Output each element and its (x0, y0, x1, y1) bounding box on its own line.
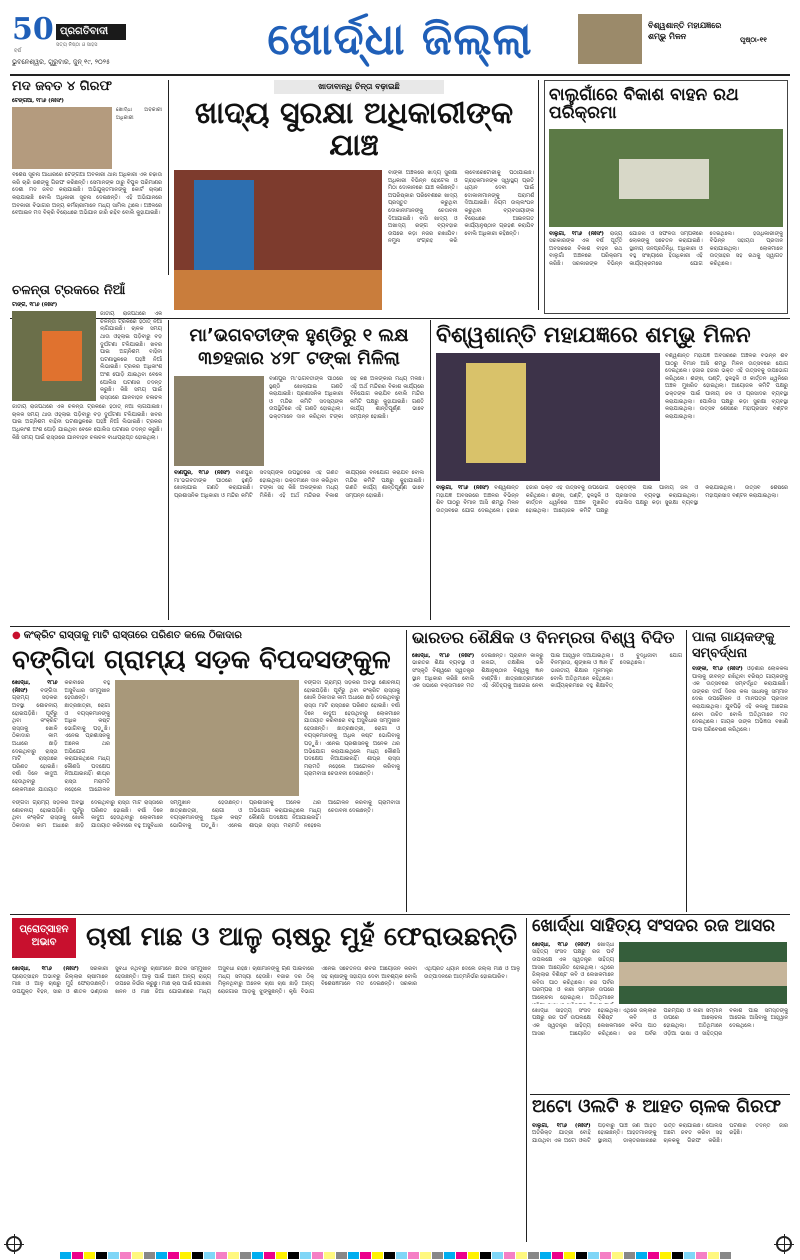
story-headline: ଖୋର୍ଦ୍ଧା ସାହିତ୍ୟ ସଂସଦର ରଜ ଆସର (532, 916, 776, 936)
story-headline: ପାଲା ଗାୟକଙ୍କୁ ସମ୍ବର୍ଦ୍ଧନା (692, 630, 775, 661)
story-body: ଜାତୀୟ ରାଜପଥରେ ଏକ ଚଳନ୍ତା ଟ୍ରକରେ ହଠାତ୍ ନିଆଁ ଲାଗିଯାଇଛି। ଚାଳକ ସମୟ ଥାଉ ଓହ୍ଲାଇ ପଡ଼ିବାରୁ ବଡ଼ ଦୁର୍ଘଟଣା ଟଳିଯାଇଛି। ଖବର ପାଇ ଅଗ୍ନିଶମ ବାହିନୀ ଘଟଣାସ୍ଥଳରେ ପହଞ୍ଚି ନିଆଁ ଲିଭାଇଛି। ଟ୍ରକର ଅଧିକାଂଶ ଅଂଶ ପୋଡ଼ି ଯାଇଥିବା ବେଳେ ପୋଲିସ ଘଟଣାର ତଦନ୍ତ କରୁଛି। କିଛି ସମୟ ପାଇଁ ରାସ୍ତାରେ ଯାନବାହନ ଚଳାଚଳ ବାଧାପ୍ରାପ୍ତ ହୋଇଥିଲା। (12, 404, 162, 441)
story-body: ଖୋର୍ଦ୍ଧା ସାହିତ୍ୟ ସଂସଦ ପକ୍ଷରୁ ରଜ ପର୍ବ ଉପଲକ୍ଷେ ଏକ ସ୍ୱତନ୍ତ୍ର ସାହିତ୍ୟ ଆସର ଆୟୋଜିତ ହୋଇଥିଲା। ଏଥିରେ ଜିଲ୍ଲାର ବିଶିଷ୍ଟ କବି ଓ ଲେଖକମାନେ କବିତା ପାଠ କରିଥିଲେ। ରଜ ପର୍ବର ପରମ୍ପରା ଓ ନାରୀ ସମ୍ମାନ ଉପରେ ଆଲୋଚନା ହୋଇଥିଲା। ଅତିଥିମାନେ ଓଡ଼ିଆ ଭାଷା ଓ ସାହିତ୍ୟର ବିକାଶ ପାଇଁ ସମସ୍ତଙ୍କୁ ଆଗେଇ ଆସିବାକୁ ଆହ୍ୱାନ ଦେଇଥିଲେ। (532, 1007, 788, 1037)
story-body-side: ବିଶ୍ୱଶାନ୍ତି ମହାଯଜ୍ଞ ଅବସରରେ ଅଞ୍ଚଳର ବିଭିନ୍ନ ଶିବ ପୀଠରୁ ବିମାନ ଆସି ଶମ୍ଭୁ ମିଳନ ଉତ୍ସବରେ ଯୋଗ ଦେଇଥିଲେ। ହଜାର ହଜାର ଭକ୍ତ ଏହି ଉତ୍ସବକୁ ଉପଭୋଗ କରିଥିଲେ। ଶଙ୍ଖ, ଘଣ୍ଟି, ହୁଳହୁଳି ଓ କୀର୍ତ୍ତନ ଧ୍ୱନିରେ ଅଞ୍ଚଳ ମୁଖରିତ ହୋଇଥିଲା। ଆୟୋଜକ କମିଟି ପକ୍ଷରୁ ଭକ୍ତଙ୍କ ପାଇଁ ପାନୀୟ ଜଳ ଓ ପ୍ରସାଦର ବ୍ୟବସ୍ଥା କରାଯାଇଥିଲା। ପୋଲିସ ପକ୍ଷରୁ କଡ଼ା ସୁରକ୍ଷା ବ୍ୟବସ୍ଥା କରାଯାଇଥିଲା। ଉତ୍ସବ ଶେଷରେ ମହାପ୍ରସାଦ ବଣ୍ଟନ କରାଯାଇଥିଲା। (665, 353, 788, 420)
story-headline: ଚାଷୀ ମାଛ ଓ ଆଳୁ ଚାଷରୁ ମୁହଁ ଫେରାଉଛନ୍ତି (86, 922, 518, 953)
story-dateline: ଖୋର୍ଦ୍ଧା, ୧୮ା୬ (ନିଃସଂ) (12, 680, 58, 694)
story-body-side: ବଙ୍ଗିଦା ଗ୍ରାମ୍ୟ ସଡ଼କର ଅବସ୍ଥା ଶୋଚନୀୟ ହୋଇପଡ଼ିଛି। ପୂର୍ବରୁ ଥିବା କଂକ୍ରିଟ ରାସ୍ତାକୁ ଖୋଳି ଠିକାଦାର କାମ ଅଧାରେ ଛାଡ଼ି ଦେଇଥିବାରୁ ରାସ୍ତା ମାଟି ରାସ୍ତାରେ ପରିଣତ ହୋଇଛି। ବର୍ଷା ଦିନେ କାଦୁଅ ହେଉଥିବାରୁ ଲୋକମାନେ ଯାତାୟାତ କରିବାରେ ବହୁ ଅସୁବିଧାର ସମ୍ମୁଖୀନ ହେଉଛନ୍ତି। ଛାତ୍ରଛାତ୍ରୀ, ରୋଗୀ ଓ ବୟସ୍କମାନଙ୍କୁ ଅଧିକ କଷ୍ଟ ଭୋଗିବାକୁ ପଡ଼ୁଛି। ଏନେଇ ପ୍ରଶାସନକୁ ଅନେକ ଥର ଅଭିଯୋଗ କରାଯାଇଥିଲେ ମଧ୍ୟ କୌଣସି ପଦକ୍ଷେପ ନିଆଯାଇନାହିଁ। ଶୀଘ୍ର ରାସ୍ତା ମରାମତି ନହେଲେ ଆନ୍ଦୋଳନ କରିବାକୁ ଗ୍ରାମବାସୀ ଚେତାବନୀ ଦେଇଛନ୍ତି। (304, 680, 400, 778)
story-body: ବଙ୍ଗିଦା ଗ୍ରାମ୍ୟ ସଡ଼କର ଅବସ୍ଥା ଶୋଚନୀୟ ହୋଇପଡ଼ିଛି। ପୂର୍ବରୁ ଥିବା କଂକ୍ରିଟ ରାସ୍ତାକୁ ଖୋଳି ଠିକାଦାର କାମ ଅଧାରେ ଛାଡ଼ି ଦେଇଥିବାରୁ ରାସ୍ତା ମାଟି ରାସ୍ତାରେ ପରିଣତ ହୋଇଛି। ବର୍ଷା ଦିନେ କାଦୁଅ ହେଉଥିବାରୁ ଲୋକମାନେ ଯାତାୟାତ କରିବାରେ ବହୁ ଅସୁବିଧାର ସମ୍ମୁଖୀନ ହେଉଛନ୍ତି। ଛାତ୍ରଛାତ୍ରୀ, ରୋଗୀ ଓ ବୟସ୍କମାନଙ୍କୁ ଅଧିକ କଷ୍ଟ ଭୋଗିବାକୁ ପଡ଼ୁଛି। ଏନେଇ ପ୍ରଶାସନକୁ ଅନେକ ଥର ଅଭିଯୋଗ କରାଯାଇଥିଲେ ମଧ୍ୟ କୌଣସି ପଦକ୍ଷେପ ନିଆଯାଇନାହିଁ। ଶୀଘ୍ର ରାସ୍ତା ମରାମତି ନହେଲେ ଆନ୍ଦୋଳନ କରିବାକୁ ଗ୍ରାମବାସୀ ଚେତାବନୀ ଦେଇଛନ୍ତି। (12, 800, 400, 830)
teaser-text: ବିଶ୍ୱଶାନ୍ତି ମହାଯଜ୍ଞରେ ଶମ୍ଭୁ ମିଳନ (648, 21, 722, 41)
story-photo (549, 129, 783, 227)
section-title: ଖୋର୍ଦ୍ଧା ଜିଲ୍ଲା (267, 14, 533, 65)
story-education (412, 630, 682, 912)
story-photo (115, 680, 299, 796)
story-dateline: ଖୋର୍ଦ୍ଧା, ୧୮ା୬ (ନିଃସଂ) (532, 941, 591, 948)
story-pala-singer (692, 630, 788, 912)
story-body: ବିଶ୍ୱଶାନ୍ତି ମହାଯଜ୍ଞ ଅବସରରେ ଅଞ୍ଚଳର ବିଭିନ୍ନ ଶିବ ପୀଠରୁ ବିମାନ ଆସି ଶମ୍ଭୁ ମିଳନ ଉତ୍ସବରେ ଯୋଗ ଦେଇଥିଲେ। ହଜାର ହଜାର ଭକ୍ତ ଏହି ଉତ୍ସବକୁ ଉପଭୋଗ କରିଥିଲେ। ଶଙ୍ଖ, ଘଣ୍ଟି, ହୁଳହୁଳି ଓ କୀର୍ତ୍ତନ ଧ୍ୱନିରେ ଅଞ୍ଚଳ ମୁଖରିତ ହୋଇଥିଲା। ଆୟୋଜକ କମିଟି ପକ୍ଷରୁ ଭକ୍ତଙ୍କ ପାଇଁ ପାନୀୟ ଜଳ ଓ ପ୍ରସାଦର ବ୍ୟବସ୍ଥା କରାଯାଇଥିଲା। ପୋଲିସ ପକ୍ଷରୁ କଡ଼ା ସୁରକ୍ଷା ବ୍ୟବସ୍ଥା କରାଯାଇଥିଲା। ଉତ୍ସବ ଶେଷରେ ମହାପ୍ରସାଦ ବଣ୍ଟନ କରାଯାଇଥିଲା। (436, 485, 788, 514)
teaser-photo (578, 14, 642, 64)
masthead-rule (10, 74, 790, 76)
story-farmers (12, 918, 520, 1242)
photo-side-text: ଖୋର୍ଦ୍ଧା ଅବକାରୀ ଅଧିକାରୀ (116, 107, 162, 121)
story-body-right: ବାଙ୍କୀ ଅଞ୍ଚଳରେ ଖାଦ୍ୟ ସୁରକ୍ଷା ଅଧିକାରୀ ବିଭିନ୍ନ ହୋଟେଲ ଓ ମିଠା ଦୋକାନରେ ଯାଞ୍ଚ କରିଛନ୍ତି। ଅପରିଷ୍କାର ପରିବେଶରେ ଖାଦ୍ୟ ପ୍ରସ୍ତୁତ କରୁଥିବା ଦୋକାନୀମାନଙ୍କୁ ଚେତାବନୀ ଦିଆଯାଇଛି। ବାସି ଖାଦ୍ୟ ଓ ଅଖାଦ୍ୟ ରଙ୍ଗ ବ୍ୟବହାର ଉପରେ କଡ଼ା ନଜର ରଖାଯିବ। ନମୁନା ସଂଗ୍ରହ କରି ଲାବୋରେଟୋରୀକୁ ପଠାଯାଇଛି। ଗ୍ରାହକମାନଙ୍କ ସ୍ୱାସ୍ଥ୍ୟ ପ୍ରତି ଧ୍ୟାନ ଦେବା ପାଇଁ ଦୋକାନୀମାନଙ୍କୁ ପରାମର୍ଶ ଦିଆଯାଇଛି। ନିୟମ ଉଲ୍ଲଂଘନ କରୁଥିବା ବ୍ୟବସାୟୀଙ୍କ ବିରୋଧରେ ଆଇନଗତ କାର୍ଯ୍ୟାନୁଷ୍ଠାନ ଗ୍ରହଣ କରାଯିବ ବୋଲି ଅଧିକାରୀ କହିଛନ୍ତି। (388, 170, 534, 245)
logo-caption: ବର୍ଷ (14, 48, 22, 54)
story-headline: ମା’ଭଗବତୀଙ୍କ ହୁଣ୍ଡିରୁ ୧ ଲକ୍ଷ ୩୭ହଜାର ୪୨୮ ଟଙ୍କା ମିଳିଲା (189, 325, 409, 369)
story-dateline: ବାଣପୁର, ୧୮ା୬ (ନିଃସଂ) (174, 470, 231, 476)
story-body: ଅତିରିକ୍ତ ଯାତ୍ରୀ ବୋହି ଯାଉଥିବା ଏକ ଅଟୋ ଓଲଟି ପଡ଼ିବାରୁ ପାଞ୍ଚ ଜଣ ଆହତ ହୋଇଛନ୍ତି। ଆହତମାନଙ୍କୁ ସ୍ଥାନୀୟ ଡାକ୍ତରଖାନାରେ ଭର୍ତ୍ତି କରାଯାଇଛି। ପୋଲିସ ଅଟୋ ଜବତ କରିବା ସହ ଚାଳକକୁ ଗିରଫ କରିଛି। ଘଟଣାର ତଦନ୍ତ ଜାରି ରହିଛି। (532, 1122, 788, 1145)
story-photo (174, 376, 264, 466)
story-headline: ଅଟୋ ଓଲଟି ୫ ଆହତ ଚାଳକ ଗିରଫ (532, 1096, 782, 1117)
paper-tagline: ସତ୍ୟ ନିଷ୍ଠା ଓ ସାହସ (56, 42, 98, 48)
registration-mark-icon (6, 1236, 22, 1252)
story-truck-fire (12, 284, 162, 544)
story-headline: ମଦ ଜବତ ୪ ଗିରଫ (12, 79, 113, 94)
story-headline: ଚଳନ୍ତା ଟ୍ରକରେ ନିଆଁ (12, 283, 126, 298)
page-number: ପୃଷ୍ଠା-୧୧ (740, 36, 767, 44)
story-headline: ବିଶ୍ୱଶାନ୍ତି ମହାଯଜ୍ଞରେ ଶମ୍ଭୁ ମିଳନ (436, 323, 751, 348)
story-dateline: ବାଙ୍କୀ, ୧୮ା୬ (ନିଃସଂ) (692, 666, 743, 672)
story-body: ଓଡ଼ିଶାର ଲୋକକଳା ପାଲାକୁ ଜୀବନ୍ତ ରଖିଥିବା ବରିଷ୍ଠ ଗାୟକଙ୍କୁ ଏକ ଉତ୍ସବରେ ସମ୍ବର୍ଦ୍ଧିତ କରାଯାଇଛି। ତାଙ୍କର ଦୀର୍ଘ ଦିନର କଳା ସାଧନାକୁ ସମ୍ମାନ ଦେଇ ଉପଢୌକନ ଓ ମାନପତ୍ର ପ୍ରଦାନ କରାଯାଇଥିଲା। ଯୁବପିଢ଼ି ଏହି କଳାକୁ ଆଗେଇ ନେବା ଉଚିତ ବୋଲି ଅତିଥିମାନେ ମତ ଦେଇଥିଲେ। ଗାୟକ ତାଙ୍କ ଅଭିଜ୍ଞତା ବଖାଣି ପାଲା ପରିବେଷଣ କରିଥିଲେ। (692, 666, 788, 733)
story-dateline: ବାଲୁଗାଁ, ୧୮ା୬ (ନିଃସଂ) (549, 230, 604, 237)
story-kicker: କଂକ୍ରିଟ ରାସ୍ତାକୁ ମାଟି ରାସ୍ତାରେ ପରିଣତ କଲେ ଠିକାଦାର (23, 630, 242, 641)
story-body: ସରକାରୀ ପ୍ରୋତ୍ସାହନ ଅଭାବରୁ ଜିଲ୍ଲାର ଚାଷୀମାନେ ମାଛ ଓ ଆଳୁ ଚାଷରୁ ମୁହଁ ଫେରାଉଛନ୍ତି। ଉପଯୁକ୍ତ ବିହନ, ସାର ଓ ଶୀତଳ ଭଣ୍ଡାର ସୁବିଧା ନଥିବାରୁ ଚାଷୀମାନେ କ୍ଷତିର ସମ୍ମୁଖୀନ ହେଉଛନ୍ତି। ଆଳୁ ପାଇଁ ଆମେ ଅନ୍ୟ ରାଜ୍ୟ ଉପରେ ନିର୍ଭର କରୁଛୁ। ମାଛ ଚାଷ ପାଇଁ ପୋଖରୀ ଖନନ ଓ ମାଛ ଜିଆ ଯୋଗାଣରେ ମଧ୍ୟ ଅସୁବିଧା ରହିଛି। ଚାଷୀମାନଙ୍କୁ ଋଣ ପାଇବାରେ ମଧ୍ୟ ସମସ୍ୟା ହେଉଛି। ବଜାର ଦର ଠିକ୍ ମିଳୁନଥିବାରୁ ଅନେକ ଚାଷୀ ଚାଷ ଛାଡ଼ି ଅନ୍ୟ ରୋଜଗାର ଆଡ଼କୁ ଝୁଙ୍କୁଛନ୍ତି। କୃଷି ବିଭାଗ ଏନେଇ ସଚେତନତା ଶିବିର ଆୟୋଜନ କରିବା ସହ ଚାଷୀଙ୍କୁ ସହାୟତା ଦେବା ଆବଶ୍ୟକ ବୋଲି ବିଶେଷଜ୍ଞମାନେ ମତ ଦେଇଛନ୍ତି। ସରକାର ଏଥିପ୍ରତି ଧ୍ୟାନ ଦେଲେ ଜିଲ୍ଲା ମାଛ ଓ ଆଳୁ ଉତ୍ପାଦନରେ ଆତ୍ମନିର୍ଭର ହୋଇପାରିବ। (12, 966, 520, 995)
story-bangida-road (12, 630, 400, 912)
story-dateline: ଟାଙ୍ଗି, ୧୮ା୬ (ନିଃସଂ) (12, 301, 58, 308)
story-auto-accident (532, 1098, 788, 1242)
story-food-safety (174, 80, 534, 314)
story-headline: ବାଲୁଗାଁରେ ବିକାଶ ବାହନ ରଥ ପରିକ୍ରମା (549, 85, 739, 123)
bullet-icon: ● (12, 630, 21, 641)
story-body-top: ବଙ୍ଗିଦା ଗ୍ରାମ୍ୟ ସଡ଼କର ଅବସ୍ଥା ଶୋଚନୀୟ ହୋଇପଡ଼ିଛି। ପୂର୍ବରୁ ଥିବା କଂକ୍ରିଟ ରାସ୍ତାକୁ ଖୋଳି ଠିକାଦାର କାମ ଅଧାରେ ଛାଡ଼ି ଦେଇଥିବାରୁ ରାସ୍ତା ମାଟି ରାସ୍ତାରେ ପରିଣତ ହୋଇଛି। ବର୍ଷା ଦିନେ କାଦୁଅ ହେଉଥିବାରୁ ଲୋକମାନେ ଯାତାୟାତ କରିବାରେ ବହୁ ଅସୁବିଧାର ସମ୍ମୁଖୀନ ହେଉଛନ୍ତି। ଛାତ୍ରଛାତ୍ରୀ, ରୋଗୀ ଓ ବୟସ୍କମାନଙ୍କୁ ଅଧିକ କଷ୍ଟ ଭୋଗିବାକୁ ପଡ଼ୁଛି। ଏନେଇ ପ୍ରଶାସନକୁ ଅନେକ ଥର ଅଭିଯୋଗ କରାଯାଇଥିଲେ ମଧ୍ୟ କୌଣସି ପଦକ୍ଷେପ ନିଆଯାଇନାହିଁ। ଶୀଘ୍ର ରାସ୍ତା ମରାମତି ନହେଲେ ଆନ୍ଦୋଳନ (12, 680, 110, 793)
story-headline: ଭାରତର ଶୈକ୍ଷିକ ଓ ବିନମ୍ରତା ବିଶ୍ୱ ବିଦିତ (412, 628, 675, 647)
story-sahitya-sansad (532, 918, 788, 1090)
story-dateline: ଟେଙ୍ଗିଆ, ୧୮ା୬ (ନିଃସଂ) (12, 97, 64, 104)
color-swatch-strip-icon (60, 1248, 740, 1259)
logo-anniversary-number: 50 (12, 12, 54, 47)
story-body: ବିଶେଷ ସୂଚନା ଆଧାରରେ ଟେଙ୍ଗିଆ ଅବକାରୀ ଥାନା ଅଧିକାରୀ ଏକ ଚଢାଉ କରି ଚାରି ଜଣଙ୍କୁ ଗିରଫ କରିଛନ୍ତି। ସେମାନଙ୍କ ଠାରୁ ବିପୁଳ ପରିମାଣର ଦେଶୀ ମଦ ଜବତ କରାଯାଇଛି। ଅଭିଯୁକ୍ତମାନଙ୍କୁ କୋର୍ଟ ଚାଲାଣ କରାଯାଇଛି ବୋଲି ଅଧିକାରୀ ସୂଚନା ଦେଇଛନ୍ତି। ଏହି ଅଭିଯାନରେ ଅବକାରୀ ବିଭାଗର ଅନ୍ୟ କର୍ମଚାରୀମାନେ ମଧ୍ୟ ସାମିଲ ଥିଲେ। ଅଞ୍ଚଳରେ ବେଆଇନ ମଦ ବିକ୍ରି ବିରୋଧରେ ଅଭିଯାନ ଜାରି ରହିବ ବୋଲି କୁହାଯାଇଛି। (12, 172, 162, 217)
story-shambhu-milan (436, 324, 788, 624)
date-line: ଭୁବନେଶ୍ୱର, ଗୁରୁବାର, ଜୁନ୍ ୧୯, ୨୦୨୫ (12, 58, 111, 66)
story-photo (12, 311, 96, 401)
story-kicker: ଖାଡାବାନ୍ଧି ଚିନ୍ତା ବଢ଼ାଇଛି (274, 80, 444, 94)
story-dateline: ଖୋର୍ଦ୍ଧା, ୧୮ା୬ (ନିଃସଂ) (12, 966, 79, 972)
story-dateline: ବାଲୁଗାଁ, ୧୮ା୬ (ନିଃସଂ) (532, 1122, 591, 1129)
registration-mark-icon (776, 1236, 792, 1252)
story-photo (436, 353, 660, 481)
story-body: ଭାରତର ଶିକ୍ଷା ବ୍ୟବସ୍ଥା ଓ ସଂସ୍କୃତି ବିଶ୍ୱରେ ସ୍ୱତନ୍ତ୍ର ସ୍ଥାନ ଅଧିକାର କରିଛି ବୋଲି ଏକ ସଭାରେ ବକ୍ତାମାନେ ମତ ଦେଇଛନ୍ତି। ପ୍ରାଚୀନ କାଳରୁ ନାଳନ୍ଦା, ତକ୍ଷଶିଳା ଭଳି ଶିକ୍ଷାନୁଷ୍ଠାନ ବିଶ୍ୱକୁ ଜ୍ଞାନ ବାଣ୍ଟିଛି। ଛାତ୍ରଛାତ୍ରୀମାନେ ଏହି ଐତିହ୍ୟକୁ ଆଗେଇ ନେବା ପାଇଁ ଆହ୍ୱାନ ଦିଆଯାଇଥିଲା। ବିନମ୍ରତା, ଶୃଙ୍ଖଳା ଓ ଜ୍ଞାନ ହିଁ ଭାରତୀୟ ଶିକ୍ଷାର ମୂଳମନ୍ତ୍ର ବୋଲି ଅତିଥିମାନେ କହିଥିଲେ। କାର୍ଯ୍ୟକ୍ରମରେ ବହୁ ଶିକ୍ଷାବିତ୍ ଓ ବୁଦ୍ଧିଜୀବୀ ଯୋଗ ଦେଇଥିଲେ। (412, 652, 682, 690)
story-photo (619, 942, 787, 1004)
masthead-logo (12, 12, 122, 72)
story-liquor-seizure (12, 80, 162, 280)
story-headline: ଖାଦ୍ୟ ସୁରକ୍ଷା ଅଧିକାରୀଙ୍କ ଯାଞ୍ଚ (194, 96, 514, 163)
story-dateline: ଖୋର୍ଦ୍ଧା, ୧୮ା୬ (ନିଃସଂ) (412, 652, 475, 659)
story-body-top: ଖୋର୍ଦ୍ଧା ସାହିତ୍ୟ ସଂସଦ ପକ୍ଷରୁ ରଜ ପର୍ବ ଉପଲକ୍ଷେ ଏକ ସ୍ୱତନ୍ତ୍ର ସାହିତ୍ୟ ଆସର ଆୟୋଜିତ ହୋଇଥିଲା। ଏଥିରେ ଜିଲ୍ଲାର ବିଶିଷ୍ଟ କବି ଓ ଲେଖକମାନେ କବିତା ପାଠ କରିଥିଲେ। ରଜ ପର୍ବର ପରମ୍ପରା ଓ ନାରୀ ସମ୍ମାନ ଉପରେ ଆଲୋଚନା ହୋଇଥିଲା। ଅତିଥିମାନେ (532, 941, 614, 1001)
story-hundi-collection (174, 324, 424, 624)
story-dateline: ବାଲୁଗାଁ, ୧୮ା୬ (ନିଃସଂ) (436, 485, 490, 492)
story-photo (12, 107, 112, 169)
story-headline: ବଙ୍ଗିଦା ଗ୍ରାମ୍ୟ ସଡ଼କ ବିପଦସଙ୍କୁଳ (12, 645, 391, 675)
story-body-top: ବାଣପୁର ମା’ଭଗବତୀଙ୍କ ପୀଠରେ ହୁଣ୍ଡି ଖୋଲାଯାଇ ଗଣତି କରାଯାଇଛି। ପ୍ରଶାସନିକ ଅଧିକାରୀ ଓ ମନ୍ଦିର କମିଟି ସଦସ୍ୟଙ୍କ ଉପସ୍ଥିତିରେ ଏହି ଗଣତି ହୋଇଥିଲା। ଭକ୍ତମାନେ ଦାନ କରିଥିବା ଟଙ୍କା ସହ କିଛି ଅଳଙ୍କାର ମଧ୍ୟ ମିଳିଛି। ଏହି ଅର୍ଥ ମନ୍ଦିରର ବିକାଶ କାର୍ଯ୍ୟରେ ବିନିଯୋଗ କରାଯିବ ବୋଲି ମନ୍ଦିର କମିଟି ପକ୍ଷରୁ କୁହାଯାଇଛି। ଗଣତି କାର୍ଯ୍ୟ ଶାନ୍ତିପୂର୍ଣ୍ଣ ଭାବେ ସମ୍ପନ୍ନ ହୋଇଛି। (269, 376, 424, 420)
story-body: ବାଣପୁର ମା’ଭଗବତୀଙ୍କ ପୀଠରେ ହୁଣ୍ଡି ଖୋଲାଯାଇ ଗଣତି କରାଯାଇଛି। ପ୍ରଶାସନିକ ଅଧିକାରୀ ଓ ମନ୍ଦିର କମିଟି ସଦସ୍ୟଙ୍କ ଉପସ୍ଥିତିରେ ଏହି ଗଣତି ହୋଇଥିଲା। ଭକ୍ତମାନେ ଦାନ କରିଥିବା ଟଙ୍କା ସହ କିଛି ଅଳଙ୍କାର ମଧ୍ୟ ମିଳିଛି। ଏହି ଅର୍ଥ ମନ୍ଦିରର ବିକାଶ କାର୍ଯ୍ୟରେ ବିନିଯୋଗ କରାଯିବ ବୋଲି ମନ୍ଦିର କମିଟି ପକ୍ଷରୁ କୁହାଯାଇଛି। ଗଣତି କାର୍ଯ୍ୟ ଶାନ୍ତିପୂର୍ଣ୍ଣ ଭାବେ ସମ୍ପନ୍ନ ହୋଇଛି। (174, 470, 424, 499)
story-photo (174, 170, 382, 310)
paper-name: ପ୍ରଗତିବାଦୀ (56, 24, 126, 40)
story-tag: ପ୍ରୋତ୍ସାହନ ଅଭାବ (12, 918, 76, 958)
story-body: ରାଜ୍ୟ ସରକାରଙ୍କ ଏକ ବର୍ଷ ପୂର୍ତ୍ତି ଅବସରରେ ବିକାଶ ବାହନ ରଥ ବାଲୁଗାଁ ଅଞ୍ଚଳରେ ପରିକ୍ରମା କରିଛି। ସରକାରଙ୍କ ବିଭିନ୍ନ ଯୋଜନା ଓ ସଫଳତା ସମ୍ପର୍କରେ ଲୋକଙ୍କୁ ସଚେତନ କରାଯାଇଛି। ସ୍ଥାନୀୟ ଜନପ୍ରତିନିଧି, ଅଧିକାରୀ ଓ ବହୁ ସଂଖ୍ୟାରେ ହିତାଧିକାରୀ ଏହି କାର୍ଯ୍ୟକ୍ରମରେ ଯୋଗ ଦେଇଥିଲେ। ହିତାଧିକାରୀଙ୍କୁ ବିଭିନ୍ନ ସହାୟତା ପ୍ରଦାନ କରାଯାଇଥିଲା। ଲୋକମାନେ ଉତ୍ସାହର ସହ ରଥକୁ ସ୍ୱାଗତ କରିଥିଲେ। (549, 230, 783, 268)
story-rath-parikrama (544, 80, 788, 314)
story-body-side: ଜାତୀୟ ରାଜପଥରେ ଏକ ଚଳନ୍ତା ଟ୍ରକରେ ହଠାତ୍ ନିଆଁ ଲାଗିଯାଇଛି। ଚାଳକ ସମୟ ଥାଉ ଓହ୍ଲାଇ ପଡ଼ିବାରୁ ବଡ଼ ଦୁର୍ଘଟଣା ଟଳିଯାଇଛି। ଖବର ପାଇ ଅଗ୍ନିଶମ ବାହିନୀ ଘଟଣାସ୍ଥଳରେ ପହଞ୍ଚି ନିଆଁ ଲିଭାଇଛି। ଟ୍ରକର ଅଧିକାଂଶ ଅଂଶ ପୋଡ଼ି ଯାଇଥିବା ବେଳେ ପୋଲିସ ଘଟଣାର ତଦନ୍ତ କରୁଛି। କିଛି ସମୟ ପାଇଁ ରାସ୍ତାରେ ଯାନବାହନ ଚଳାଚଳ (100, 311, 162, 401)
